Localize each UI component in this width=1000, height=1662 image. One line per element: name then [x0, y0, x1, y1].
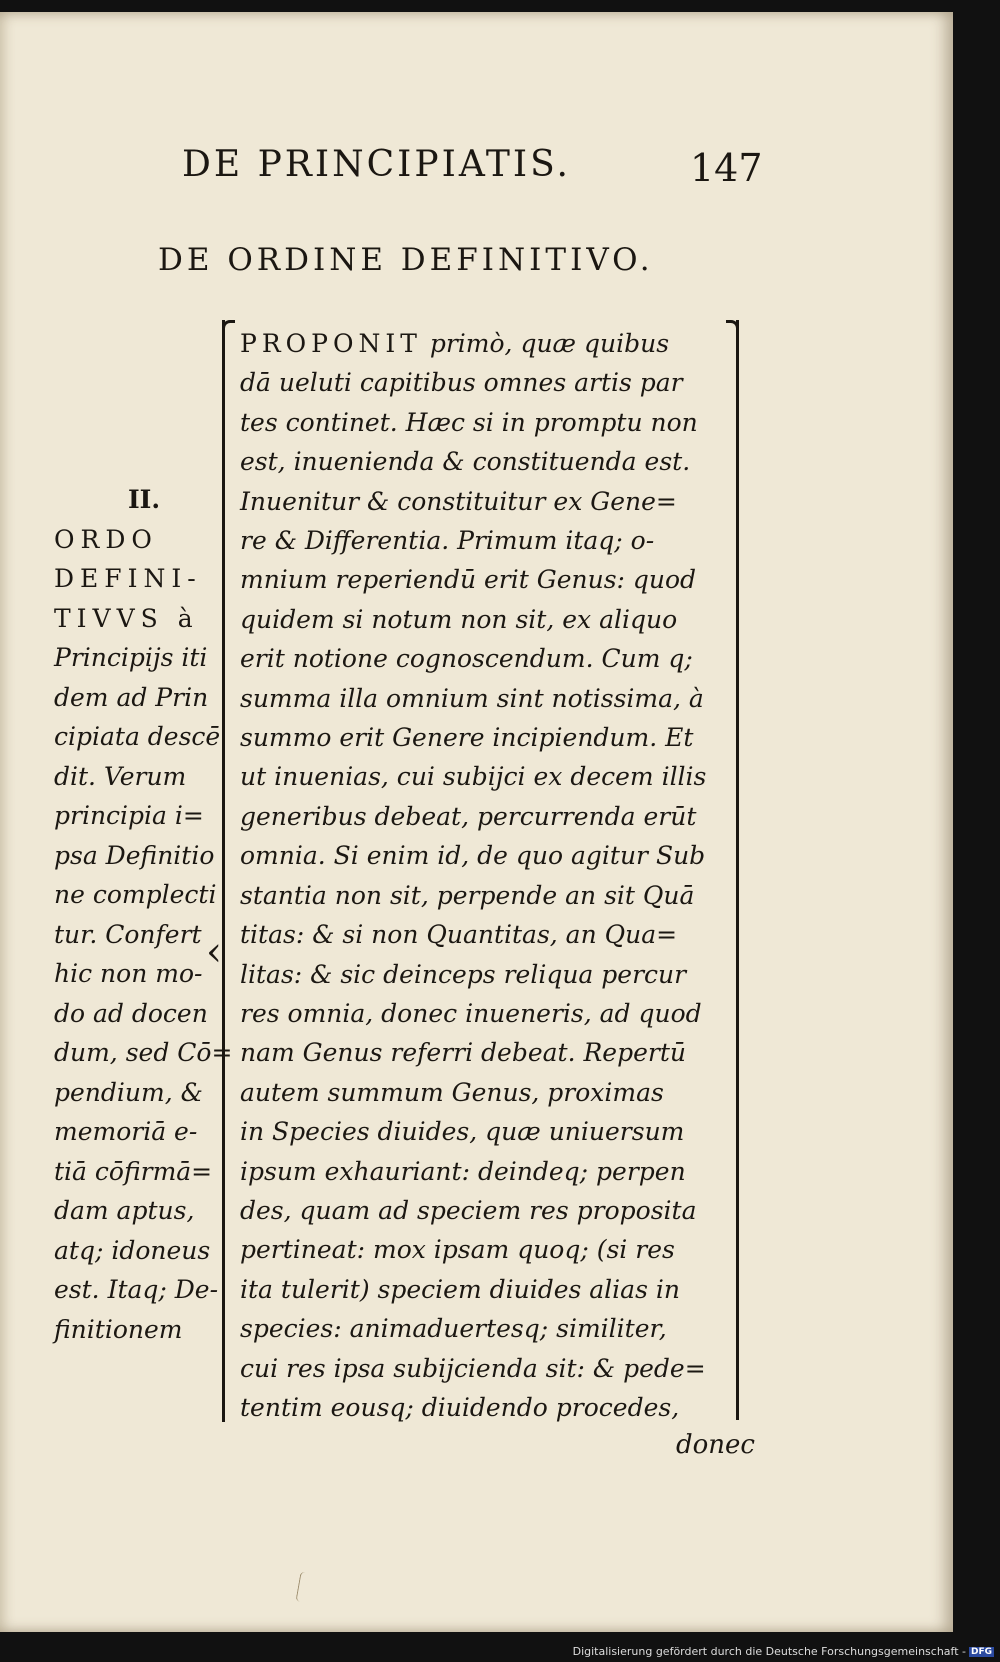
text-line: litas: & sic deinceps reliqua percur: [240, 959, 687, 989]
margin-note-line: hic non mo-: [54, 959, 203, 988]
first-line-rest: primò, quæ quibus: [429, 329, 670, 358]
digitization-credit: [573, 1645, 994, 1658]
text-line: autem summum Genus, proximas: [240, 1077, 664, 1107]
text-line: in Species diuides, quæ uniuersum: [240, 1117, 685, 1147]
margin-note-line: dit. Verum: [54, 761, 187, 791]
left-bracket: [222, 320, 235, 1422]
margin-note-line: dam aptus,: [54, 1196, 195, 1225]
text-line: erit notione cognoscendum. Cum q;: [240, 644, 693, 674]
catchword: donec: [676, 1430, 755, 1460]
margin-note-line: tur. Confert: [54, 919, 202, 949]
text-line: nam Genus referri debeat. Repertū: [240, 1038, 686, 1068]
text-line: ita tulerit) speciem diuides alias in: [240, 1274, 680, 1304]
text-line: tes continet. Hæc si in promptu non: [240, 407, 698, 437]
text-line: mnium reperiendū erit Genus: quod: [240, 565, 697, 595]
margin-note-line: ORDO: [54, 524, 158, 554]
margin-note-line: atq; idoneus: [54, 1235, 211, 1265]
margin-note-line: dem ad Prin: [54, 682, 209, 712]
margin-note-line: memoriā e-: [54, 1117, 198, 1146]
margin-note-line: psa Definitio: [54, 840, 215, 870]
text-line: summa illa omnium sint notissima, à: [240, 683, 704, 713]
text-line: generibus debeat, percurrenda erūt: [240, 801, 697, 831]
right-bracket: [726, 320, 739, 1420]
section-title: DE ORDINE DEFINITIVO.: [158, 242, 654, 278]
credit-text: Digitalisierung gefördert durch die Deutsche Forschungsgemeinschaft -: [572, 1645, 966, 1658]
text-line: stantia non sit, perpende an sit Quā: [240, 880, 695, 910]
text-line: tentim eousq; diuidendo procedes,: [240, 1392, 680, 1422]
margin-note-line: DEFINI-: [54, 564, 202, 593]
margin-note-line: pendium, &: [54, 1077, 203, 1107]
page-number: 147: [690, 146, 763, 190]
running-head: DE PRINCIPIATIS.: [182, 144, 571, 185]
text-line: species: animaduertesq; similiter,: [240, 1314, 667, 1344]
text-line: summo erit Genere incipiendum. Et: [240, 723, 694, 753]
text-line: ut inuenias, cui subijci ex decem illis: [240, 762, 707, 792]
text-line: titas: & si non Quantitas, an Qua=: [240, 920, 678, 950]
bracket-point-icon: ‹: [206, 929, 222, 975]
margin-note-line: finitionem: [54, 1314, 183, 1344]
text-line: re & Differentia. Primum itaq; o-: [240, 526, 655, 556]
main-text-block: [240, 324, 720, 1427]
text-line: res omnia, donec inueneris, ad quod: [240, 998, 702, 1028]
text-line: omnia. Si enim id, de quo agitur Sub: [240, 841, 706, 871]
margin-note-number: II.: [127, 485, 161, 514]
margin-note-line: est. Itaq; De-: [54, 1275, 219, 1304]
dfg-logo: DFG: [970, 1647, 992, 1657]
margin-note-line: TIVVS à: [54, 603, 199, 633]
text-line: est, inuenienda & constituenda est.: [240, 447, 691, 477]
margin-note-line: Principijs iti: [54, 643, 208, 672]
margin-note: [54, 480, 233, 1349]
text-line: cui res ipsa subijcienda sit: & pede=: [240, 1353, 706, 1383]
page-header: [182, 144, 762, 194]
margin-note-line: principia i=: [54, 801, 204, 830]
margin-note-line: do ad docen: [54, 998, 208, 1028]
text-line: pertineat: mox ipsam quoq; (si res: [240, 1235, 675, 1265]
text-line: des, quam ad speciem res proposita: [240, 1195, 697, 1225]
text-line: Inuenitur & constituitur ex Gene=: [240, 486, 677, 516]
margin-note-line: dum, sed Cō=: [54, 1038, 233, 1067]
margin-note-line: cipiata descē: [54, 722, 221, 751]
text-line: quidem si notum non sit, ex aliquo: [240, 604, 678, 634]
text-line: ipsum exhauriant: deindeq; perpen: [240, 1156, 686, 1186]
margin-note-line: tiā cōfirmā=: [54, 1156, 213, 1186]
margin-note-line: ne complecti: [54, 880, 217, 909]
book-page: [0, 12, 953, 1632]
text-line: dā ueluti capitibus omnes artis par: [240, 368, 683, 398]
pencil-mark: [295, 1571, 309, 1602]
lead-word: PROPONIT: [240, 329, 422, 358]
main-text-first-line: [240, 324, 720, 363]
